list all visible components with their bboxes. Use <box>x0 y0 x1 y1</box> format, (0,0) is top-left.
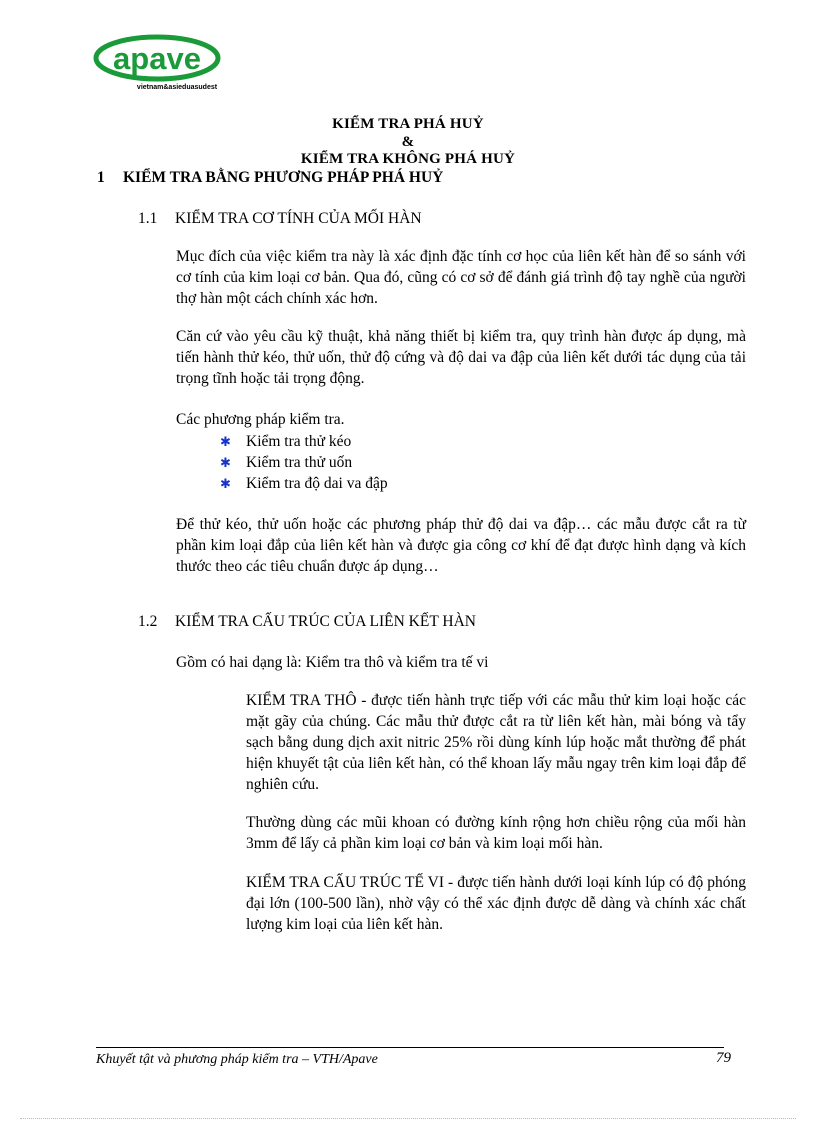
page-number: 79 <box>716 1050 731 1066</box>
list-item: ✱ Kiểm tra thử uốn <box>220 454 353 471</box>
title-line-1: KIỂM TRA PHÁ HUỶ <box>332 116 484 132</box>
page-bottom-edge <box>20 1118 796 1119</box>
s11-methods-intro: Các phương pháp kiểm tra. <box>176 411 345 428</box>
apave-logo <box>93 34 225 92</box>
title-ampersand: & <box>401 134 415 150</box>
section-1-2-title: KIỂM TRA CẤU TRÚC CỦA LIÊN KẾT HÀN <box>175 613 476 630</box>
footer-divider <box>96 1047 724 1048</box>
list-item: ✱ Kiểm tra độ dai va đập <box>220 475 388 492</box>
footer-text: Khuyết tật và phương pháp kiểm tra – VTH/Apave <box>96 1052 378 1067</box>
s12-intro: Gồm có hai dạng là: Kiểm tra thô và kiểm tra tế vi <box>176 654 489 671</box>
section-1-title: KIỂM TRA BẰNG PHƯƠNG PHÁP PHÁ HUỶ <box>123 169 444 186</box>
section-1-2-number: 1.2 <box>138 613 158 630</box>
asterisk-bullet-icon: ✱ <box>220 476 231 491</box>
section-1-heading <box>97 169 443 187</box>
s12-paragraph-macro: KIỂM TRA THÔ - được tiến hành trực tiếp với các mẫu thử kim loại hoặc các mặt gãy của chúng. Các mẫu thử được cắt ra từ liên kết hàn, mài bóng và tẩy sạch bằng dung dịch axit nitric 25% rồi dùng kính lúp hoặc mắt thường để phát hiện khuyết tật của liên kết hàn, có thể khoan lấy mẫu ngay trên kim loại đắp để nghiên cứu. <box>246 692 746 793</box>
s11-paragraph-samples: Để thử kéo, thử uốn hoặc các phương pháp thử độ dai va đập… các mẫu được cắt ra từ phần kim loại đắp của liên kết hàn và được gia công cơ khí để đạt được hình dạng và kích thước theo các tiêu chuẩn được áp dụng… <box>176 516 746 575</box>
list-item: ✱ Kiểm tra thử kéo <box>220 433 352 450</box>
methods-list <box>220 431 388 494</box>
logo-subtext: vietnam&asieduasudest <box>136 84 218 91</box>
section-1-2-heading <box>138 613 476 631</box>
s11-paragraph-basis: Căn cứ vào yêu cầu kỹ thuật, khả năng thiết bị kiểm tra, quy trình hàn được áp dụng, mà tiến hành thử kéo, thử uốn, thử độ cứng và độ dai va đập của liên kết dưới tác dụng của tải trọng tĩnh hoặc tải trọng động. <box>176 328 746 387</box>
s11-paragraph-purpose: Mục đích của việc kiểm tra này là xác định đặc tính cơ học của liên kết hàn để so sánh với cơ tính của kim loại cơ bản. Qua đó, cũng có cơ sở để đánh giá trình độ tay nghề của người thợ hàn một cách chính xác hơn. <box>176 248 746 307</box>
logo-text: apave <box>113 41 201 76</box>
section-1-1-title: KIỂM TRA CƠ TÍNH CỦA MỐI HÀN <box>175 210 422 227</box>
s12-paragraph-drill: Thường dùng các mũi khoan có đường kính rộng hơn chiều rộng của mối hàn 3mm để lấy cả phần kim loại cơ bản và kim loại mối hàn. <box>246 814 746 852</box>
s12-paragraph-micro: KIỂM TRA CẤU TRÚC TẾ VI - được tiến hành dưới loại kính lúp có độ phóng đại lớn (100-500 lần), nhờ vậy có thể xác định được dễ dàng và chính xác chất lượng kim loại của liên kết hàn. <box>246 874 746 933</box>
asterisk-bullet-icon: ✱ <box>220 455 231 470</box>
title-line-3: KIỂM TRA KHÔNG PHÁ HUỶ <box>300 151 516 167</box>
section-1-number: 1 <box>97 169 105 186</box>
asterisk-bullet-icon: ✱ <box>220 434 231 449</box>
section-1-1-number: 1.1 <box>138 210 158 227</box>
section-1-1-heading <box>138 210 422 228</box>
